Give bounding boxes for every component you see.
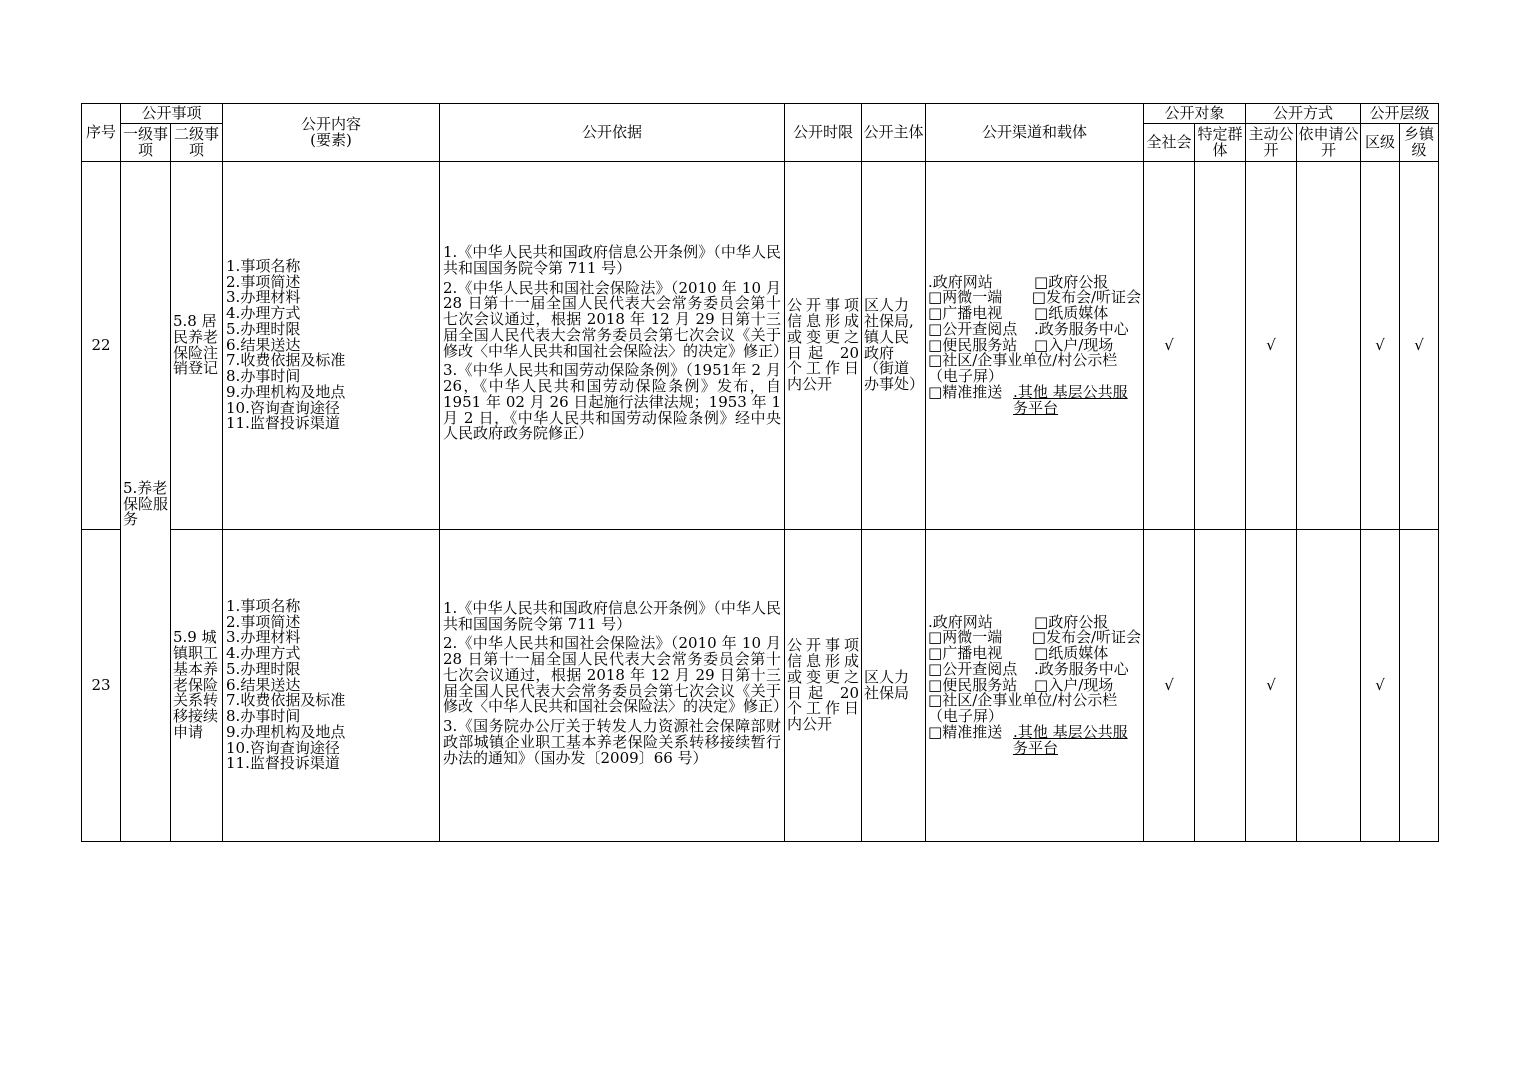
basis-item: 2.《中华人民共和国社会保险法》（2010 年 10 月 28 日第十一届全国人民代表大会常务委员会第十七次会议通过，根据 2018 年 12 月 29 日第十三届全国人民代表大会常务委员会第七次会议《关于修改〈中华人民共和国社会保险法〉的决定》修正） (443, 278, 789, 360)
header-basis: 公开依据 (440, 104, 785, 162)
channel-option: □社区/企事业单位/村公示栏（电子屏） (928, 691, 1118, 726)
header-level2: 二级事项 (171, 124, 223, 162)
channel-option: □两微一端 (928, 288, 1003, 307)
channel-list (926, 530, 1144, 842)
list-item: 6.结果送达 (226, 675, 301, 694)
list-item: 8.办事时间 (226, 707, 301, 726)
target-all-mark: √ (1144, 162, 1195, 530)
row-seq: 22 (82, 162, 121, 530)
level-district-mark: √ (1361, 162, 1400, 530)
time-limit: 公开事项信息形成或变更之日起 20 个工作日内公开 (785, 162, 862, 530)
channel-option: □纸质媒体 (1034, 304, 1109, 323)
target-specific-mark (1195, 162, 1246, 530)
header-target-specific: 特定群体 (1195, 124, 1246, 162)
list-item: 10.咨询查询途径 (226, 738, 340, 757)
list-item: 8.办事时间 (226, 367, 301, 386)
header-content-line2: (要素) (310, 130, 352, 149)
basis-cell (440, 162, 789, 530)
basis-item: 2.《中华人民共和国社会保险法》（2010 年 10 月 28 日第十一届全国人民代表大会常务委员会第十七次会议通过，根据 2018 年 12 月 29 日第十三届全国人民代表大会常务委员会第七次会议《关于修改〈中华人民共和国社会保险法〉的决定》修正） (443, 634, 789, 716)
list-item: 6.结果送达 (226, 335, 301, 354)
list-item: 3.办理材料 (226, 628, 301, 647)
header-target-group: 公开对象 (1144, 104, 1246, 124)
list-item: 7.收费依据及标准 (226, 691, 346, 710)
channel-option: □精准推送 (928, 382, 1003, 401)
target-specific-mark (1195, 530, 1246, 842)
channel-option: .其他 基层公共服务平台 (1013, 382, 1128, 417)
channel-option: .政府网站 (928, 272, 993, 291)
channel-option: □入户/现场 (1034, 675, 1114, 694)
header-seq: 序号 (82, 104, 121, 162)
disclosure-table (81, 103, 1439, 842)
mode-active-mark: √ (1246, 530, 1297, 842)
basis-item: 1.《中华人民共和国政府信息公开条例》（中华人民共和国国务院令第 711 号） (443, 598, 782, 633)
list-item: 7.收费依据及标准 (226, 351, 346, 370)
channel-option: □精准推送 (928, 722, 1003, 741)
list-item: 10.咨询查询途径 (226, 398, 340, 417)
header-item-group: 公开事项 (121, 104, 223, 124)
header-level-district: 区级 (1361, 124, 1400, 162)
channel-option: □公开查阅点 (928, 319, 1018, 338)
channel-option: □入户/现场 (1034, 335, 1114, 354)
channel-option: .其他 基层公共服务平台 (1013, 722, 1128, 757)
list-item: 5.办理时限 (226, 659, 301, 678)
list-item: 11.监督投诉渠道 (226, 414, 340, 433)
channel-option: □发布会/听证会 (1031, 288, 1142, 307)
header-target-all: 全社会 (1144, 124, 1195, 162)
header-level1: 一级事项 (121, 124, 171, 162)
channel-option: □广播电视 (928, 644, 1003, 663)
level-town-mark: √ (1400, 162, 1439, 530)
list-item: 4.办理方式 (226, 304, 301, 323)
channel-list (926, 162, 1144, 530)
subject: 区人力社保局 (862, 530, 926, 842)
level2-item: 5.8 居民养老保险注销登记 (171, 162, 223, 530)
list-item: 3.办理材料 (226, 288, 301, 307)
target-all-mark: √ (1144, 530, 1195, 842)
level2-item: 5.9 城镇职工基本养老保险关系转移接续申请 (171, 530, 223, 842)
list-item: 5.办理时限 (226, 319, 301, 338)
header-mode-group: 公开方式 (1246, 104, 1361, 124)
list-item: 2.事项简述 (226, 272, 301, 291)
level1-item: 5.养老保险服务 (121, 162, 171, 842)
header-level-town: 乡镇级 (1400, 124, 1439, 162)
list-item: 2.事项简述 (226, 612, 301, 631)
list-item: 1.事项名称 (226, 256, 301, 275)
channel-option: □纸质媒体 (1034, 644, 1109, 663)
channel-option: .政务服务中心 (1034, 659, 1129, 678)
header-content-line1: 公开内容 (301, 114, 362, 133)
channel-option: □两微一端 (928, 628, 1003, 647)
header-time-limit: 公开时限 (785, 104, 862, 162)
channel-option: .政务服务中心 (1034, 319, 1129, 338)
basis-item: 3.《中华人民共和国劳动保险条例》（1951年 2 月 26，《中华人民共和国劳动保险条例》发布，自 1951 年 02 月 26 日起施行法律法规；1953 年 1 月 2 日，《中华人民共和国劳动保险条例》经中央人民政府政务院修正） (443, 361, 782, 443)
channel-option: □便民服务站 (928, 675, 1018, 694)
list-item: 9.办理机构及地点 (226, 722, 346, 741)
channel-option: □发布会/听证会 (1031, 628, 1142, 647)
basis-item: 1.《中华人民共和国政府信息公开条例》（中华人民共和国国务院令第 711 号） (443, 243, 782, 277)
header-level-group: 公开层级 (1361, 104, 1439, 124)
mode-request-mark (1297, 162, 1361, 530)
header-mode-active: 主动公开 (1246, 124, 1297, 162)
channel-option: □政府公报 (1034, 272, 1109, 291)
basis-item: 3.《国务院办公厅关于转发人力资源社会保障部财政部城镇企业职工基本养老保险关系转移接续暂行办法的通知》（国办发〔2009〕66 号） (443, 717, 782, 767)
table-row (82, 530, 1439, 842)
header-mode-request: 依申请公开 (1297, 124, 1361, 162)
header-content (223, 104, 440, 162)
level-district-mark: √ (1361, 530, 1400, 842)
list-item: 1.事项名称 (226, 596, 301, 615)
row-seq: 23 (82, 530, 121, 842)
channel-option: □便民服务站 (928, 335, 1018, 354)
list-item: 9.办理机构及地点 (226, 382, 346, 401)
content-list (223, 530, 440, 842)
channel-option: .政府网站 (928, 612, 993, 631)
basis-cell (440, 530, 789, 842)
header-subject: 公开主体 (862, 104, 926, 162)
channel-option: □公开查阅点 (928, 659, 1018, 678)
list-item: 11.监督投诉渠道 (226, 754, 340, 773)
header-channel: 公开渠道和载体 (926, 104, 1144, 162)
subject: 区人力社保局,镇人民政府（街道办事处） (862, 162, 926, 530)
channel-option: □社区/企事业单位/村公示栏（电子屏） (928, 351, 1118, 386)
time-limit: 公开事项信息形成或变更之日起 20 个工作日内公开 (785, 530, 862, 842)
mode-request-mark (1297, 530, 1361, 842)
content-list (223, 162, 440, 530)
channel-option: □广播电视 (928, 304, 1003, 323)
channel-option: □政府公报 (1034, 612, 1109, 631)
level-town-mark (1400, 530, 1439, 842)
table-row (82, 162, 1439, 530)
mode-active-mark: √ (1246, 162, 1297, 530)
list-item: 4.办理方式 (226, 644, 301, 663)
